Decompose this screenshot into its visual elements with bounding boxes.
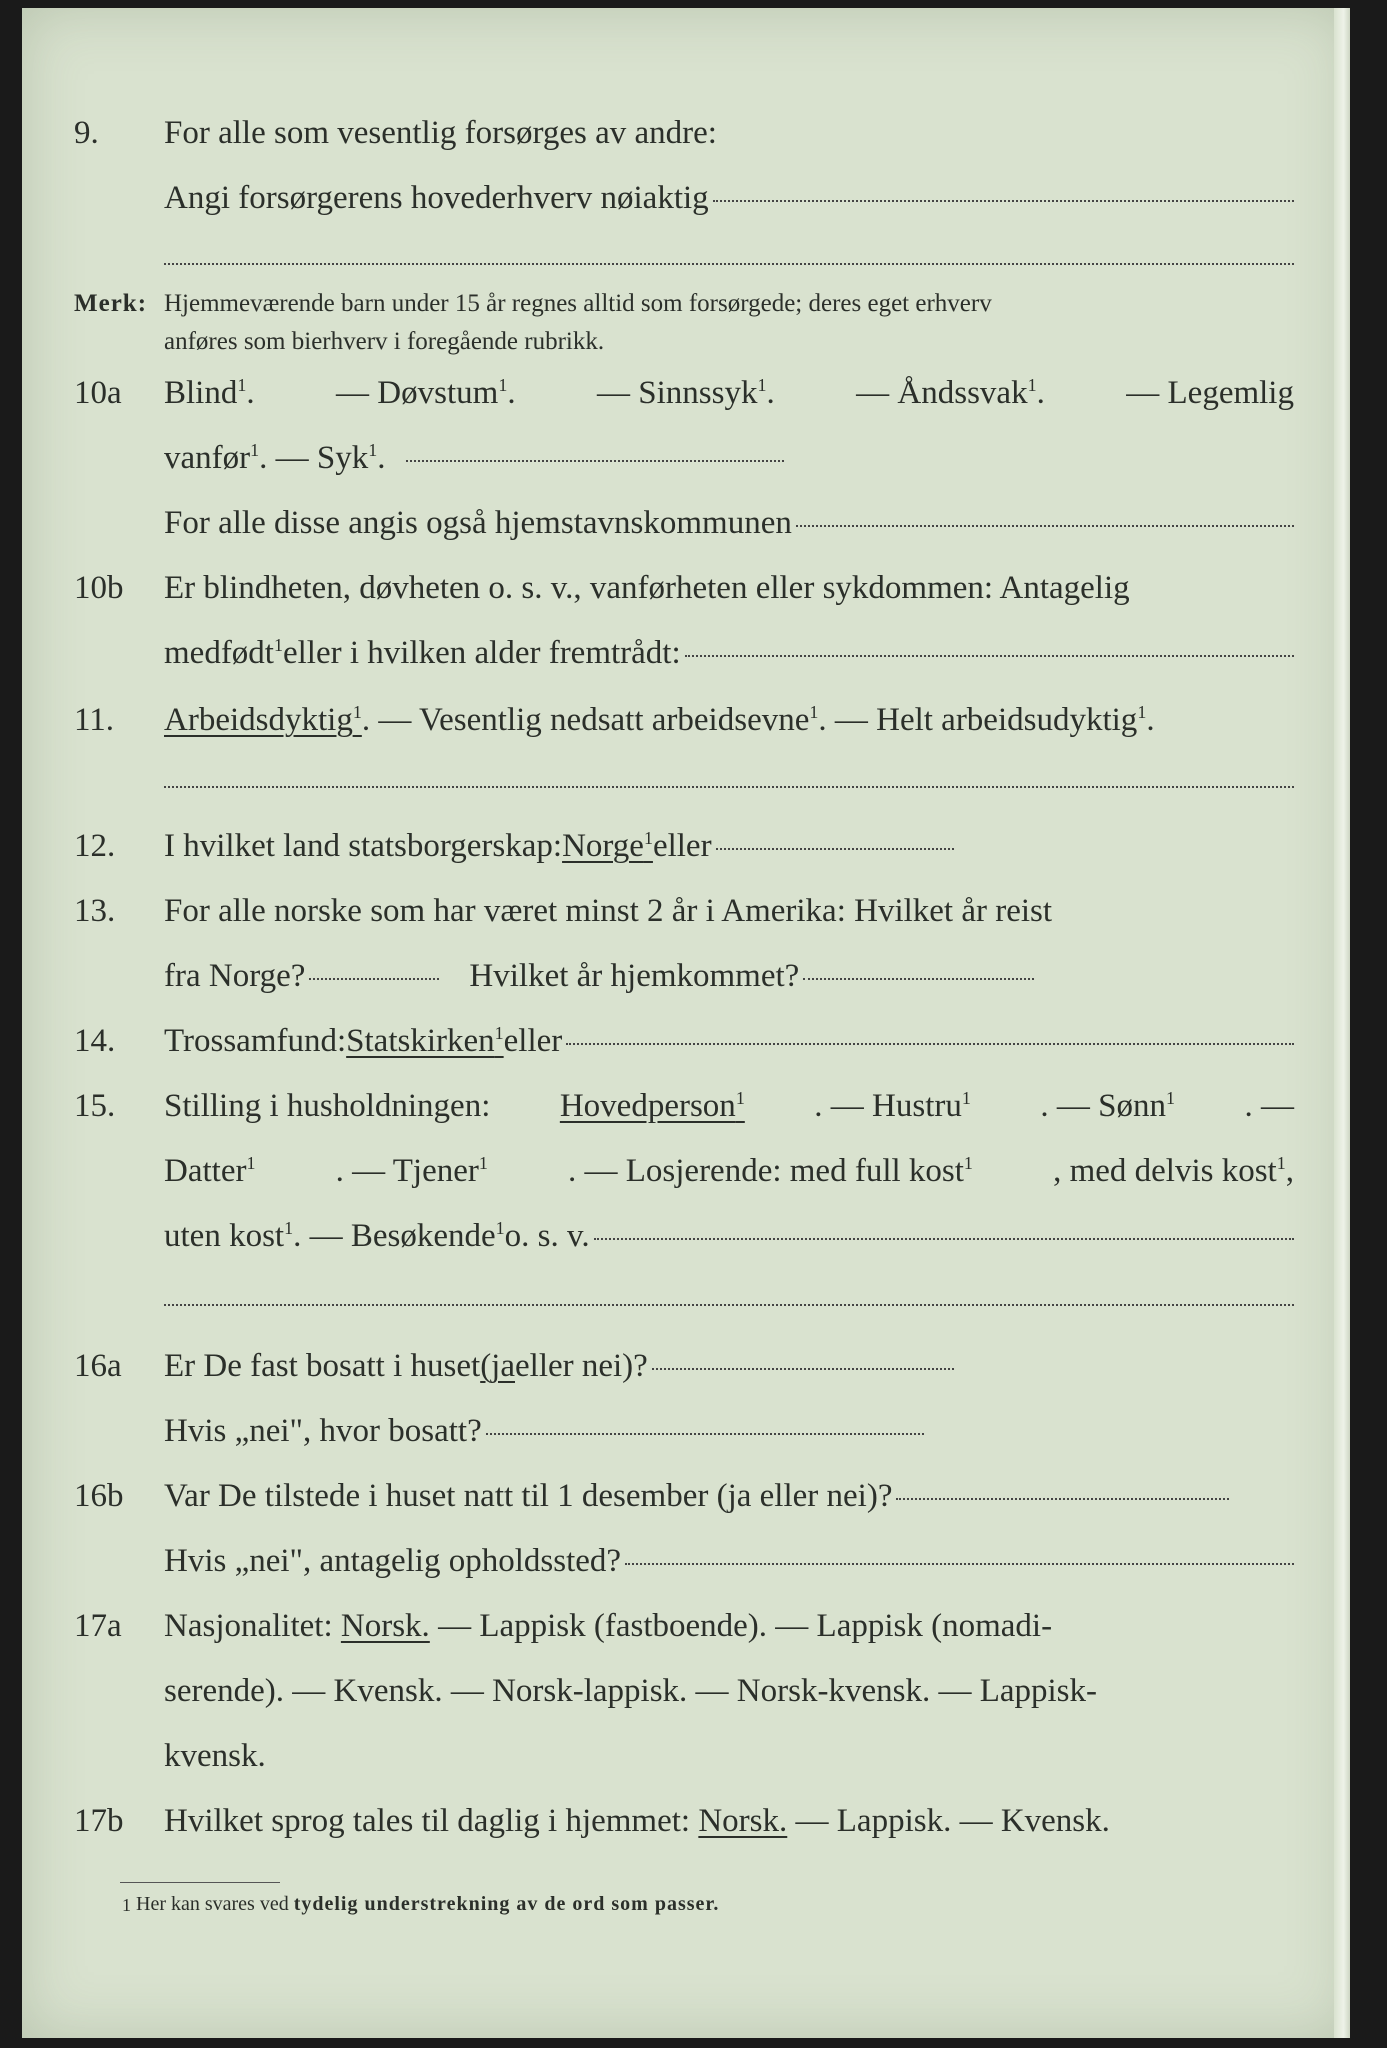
q16a-bosatt-line[interactable]: [486, 1433, 924, 1435]
q14-text: Trossamfund:: [164, 1023, 347, 1059]
footnote: [122, 1893, 719, 1916]
option-sinnssyk[interactable]: — Sinnssyk$^1$.: [597, 375, 775, 411]
option-losjerende-full[interactable]: . — Losjerende: med full kost$^1$: [568, 1153, 973, 1189]
q15-text: Stilling i husholdningen:: [164, 1088, 491, 1124]
option-arbeidsdyktig[interactable]: Arbeidsdyktig$^1$: [164, 702, 362, 738]
census-form-page: [22, 8, 1350, 2038]
footnote-bold: tydelig understrekning av de ord som passer.: [293, 1893, 720, 1915]
q13-number: 13.: [74, 893, 116, 929]
q9-answer-line[interactable]: [713, 200, 1294, 202]
option-uten-kost[interactable]: uten kost$^1$: [164, 1218, 294, 1254]
option-syk[interactable]: . — Syk$^1$.: [259, 440, 386, 476]
q12-eller: eller: [652, 828, 712, 864]
q14-number: 14.: [74, 1023, 116, 1059]
option-vanfor[interactable]: vanfør$^1$: [164, 440, 260, 476]
q16b-number: 16b: [74, 1478, 124, 1514]
option-losjerende-delvis[interactable]: , med delvis kost$^1$,: [1053, 1153, 1294, 1189]
q10b-text-2: eller i hvilken alder fremtrådt:: [282, 635, 681, 671]
option-nedsatt-arbeidsevne[interactable]: . — Vesentlig nedsatt arbeidsevne$^1$: [361, 702, 819, 738]
q12-number: 12.: [74, 828, 116, 864]
q14-answer-line[interactable]: [566, 1043, 1294, 1045]
option-hovedperson[interactable]: Hovedperson$^1$: [559, 1088, 745, 1124]
option-besokende[interactable]: . — Besøkende$^1$: [293, 1218, 505, 1254]
q16b-opholdssted-line[interactable]: [625, 1563, 1294, 1565]
q9-number: 9.: [74, 115, 99, 151]
q13-reist-line[interactable]: [309, 978, 439, 980]
q10a-hjemstavn-line[interactable]: [796, 525, 1294, 527]
q17a-options-3: kvensk.: [164, 1738, 266, 1774]
merk-label: Merk:: [74, 290, 148, 317]
q17a-options-1: — Lappisk (fastboende). — Lappisk (nomadi-: [429, 1608, 1053, 1644]
option-dovstum[interactable]: — Døvstum$^1$.: [336, 375, 516, 411]
q11-answer-line[interactable]: [164, 786, 1294, 788]
option-datter[interactable]: Datter$^1$: [164, 1153, 256, 1189]
q16a-number: 16a: [74, 1348, 122, 1384]
q9-answer-line-2[interactable]: [164, 263, 1294, 265]
q17b-number: 17b: [74, 1803, 124, 1839]
q11-number: 11.: [74, 702, 115, 738]
option-hustru[interactable]: . — Hustru$^1$: [814, 1088, 971, 1124]
option-norsk[interactable]: Norsk.: [340, 1608, 430, 1644]
page-edge: [1334, 8, 1350, 2038]
option-sonn[interactable]: . — Sønn$^1$: [1040, 1088, 1175, 1124]
merk-text-2: anføres som bierhverv i foregående rubrikk.: [164, 328, 605, 355]
q16b-text: Var De tilstede i huset natt til 1 desember (ja eller nei)?: [164, 1478, 893, 1514]
q13-hjemkommet-line[interactable]: [803, 978, 1034, 980]
option-arbeidsudyktig[interactable]: . — Helt arbeidsudyktig$^1$.: [818, 702, 1155, 738]
q10b-answer-line[interactable]: [685, 655, 1294, 657]
q16a-answer-line[interactable]: [652, 1368, 954, 1370]
q17b-text: Hvilket sprog tales til daglig i hjemmet:: [164, 1803, 699, 1839]
footnote-text: Her kan svares ved: [136, 1893, 294, 1915]
option-legemlig[interactable]: — Legemlig: [1126, 375, 1294, 411]
q12-answer-line[interactable]: [716, 848, 954, 850]
q15-dash: . —: [1244, 1088, 1294, 1124]
option-blind[interactable]: Blind$^1$.: [164, 375, 255, 411]
q13-fra-norge: fra Norge?: [164, 958, 306, 994]
option-sprog-norsk[interactable]: Norsk.: [698, 1803, 788, 1839]
merk-text-1: Hjemmeværende barn under 15 år regnes alltid som forsørgede; deres eget erhverv: [164, 290, 992, 317]
q10a-number: 10a: [74, 375, 122, 411]
option-andssvak[interactable]: — Åndssvak$^1$.: [856, 375, 1045, 411]
q17a-text: Nasjonalitet:: [164, 1608, 341, 1644]
q15-osv: o. s. v.: [504, 1218, 590, 1254]
footnote-rule: [120, 1882, 280, 1883]
option-tjener[interactable]: . — Tjener$^1$: [335, 1153, 488, 1189]
footnote-mark: 1: [122, 1895, 131, 1915]
option-statskirken[interactable]: Statskirken$^1$: [346, 1023, 504, 1059]
q10b-text-1: Er blindheten, døvheten o. s. v., vanførheten eller sykdommen: Antagelig: [164, 570, 1130, 606]
q17a-options-2: serende). — Kvensk. — Norsk-lappisk. — Norsk-kvensk. — Lappisk-: [164, 1673, 1098, 1709]
q14-eller: eller: [503, 1023, 563, 1059]
q16a-text: Er De fast bosatt i huset: [164, 1348, 481, 1384]
q10a-answer-line[interactable]: [406, 460, 785, 462]
q9-text-2: Angi forsørgerens hovederhverv nøiaktig: [164, 180, 709, 216]
q9-text-1: For alle som vesentlig forsørges av andre:: [164, 115, 717, 151]
q10b-number: 10b: [74, 570, 124, 606]
q13-text-1: For alle norske som har været minst 2 år i Amerika: Hvilket år reist: [164, 893, 1053, 929]
q17a-number: 17a: [74, 1608, 122, 1644]
q16b-hvis-nei: Hvis „nei", antagelig opholdssted?: [164, 1543, 622, 1579]
q15-answer-line-2[interactable]: [164, 1304, 1294, 1306]
q16b-answer-line[interactable]: [896, 1498, 1229, 1500]
q16a-hvis-nei: Hvis „nei", hvor bosatt?: [164, 1413, 482, 1449]
q16a-text-2: eller nei)?: [515, 1348, 648, 1384]
option-norge[interactable]: Norge$^1$: [562, 828, 653, 864]
q12-text: I hvilket land statsborgerskap:: [164, 828, 563, 864]
q15-answer-line[interactable]: [594, 1238, 1294, 1240]
option-ja[interactable]: (ja: [480, 1348, 515, 1384]
q10a-hjemstavn-text: For alle disse angis også hjemstavnskommunen: [164, 505, 792, 541]
q13-hjemkommet: Hvilket år hjemkommet?: [469, 958, 800, 994]
option-medfodt[interactable]: medfødt$^1$: [164, 635, 283, 671]
q15-number: 15.: [74, 1088, 116, 1124]
q17b-options: — Lappisk. — Kvensk.: [787, 1803, 1110, 1839]
